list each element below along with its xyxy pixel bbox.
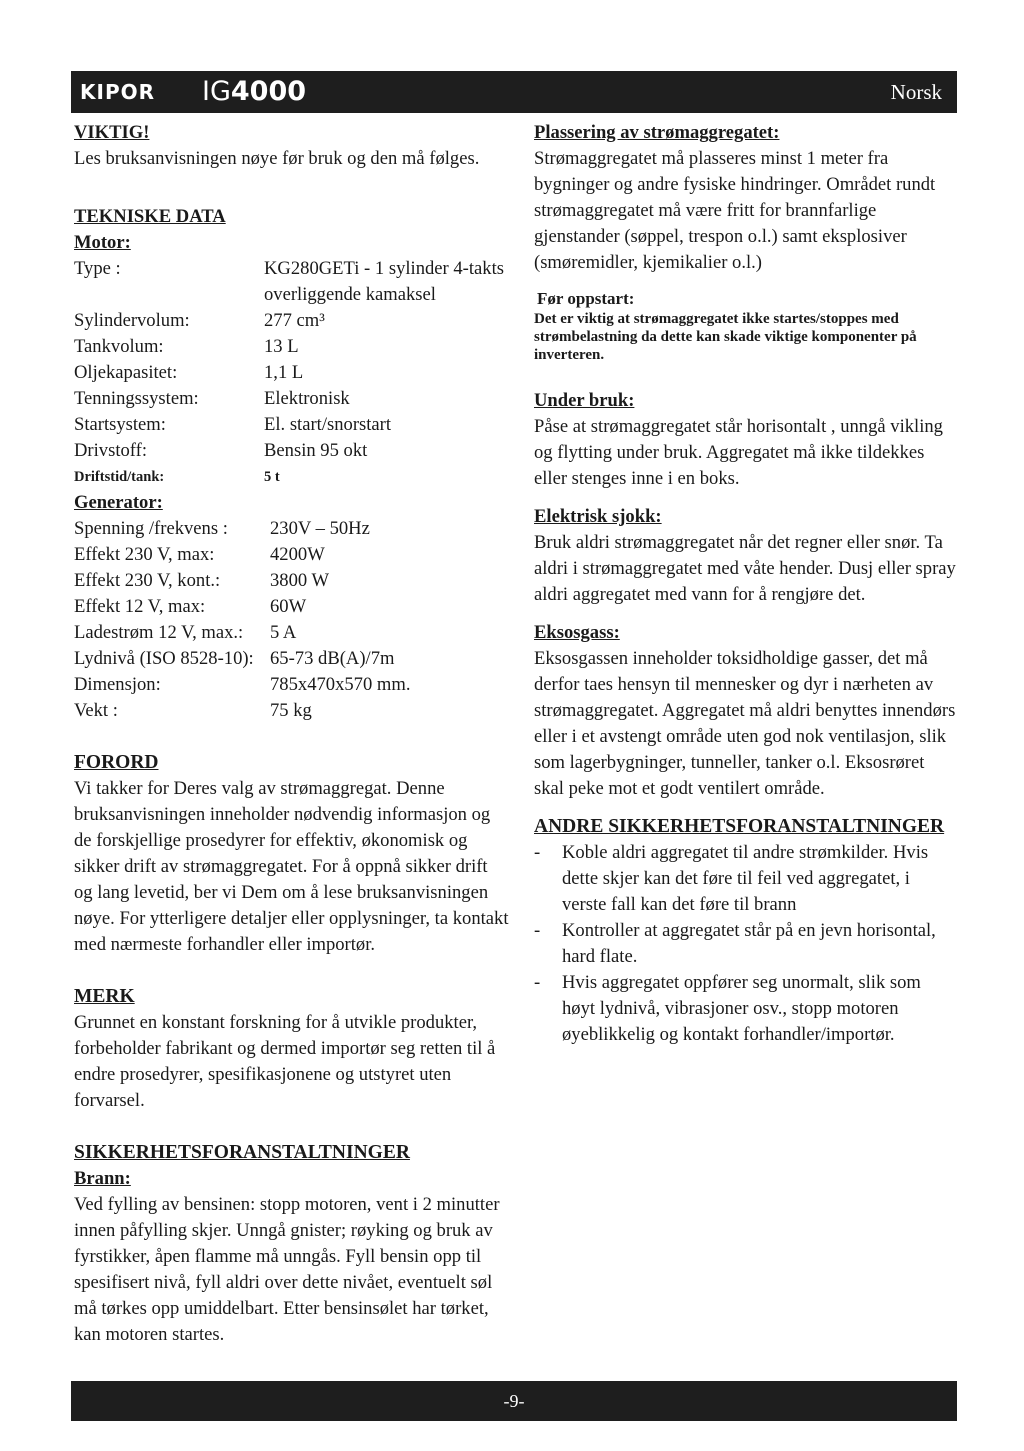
spec-value: Bensin 95 okt: [264, 440, 368, 461]
spec-row: [74, 308, 510, 334]
spec-label: Effekt 230 V, max:: [74, 544, 215, 565]
spec-row: [74, 542, 510, 568]
spec-row: [74, 698, 510, 724]
in-use-heading: Under bruk:: [534, 390, 635, 411]
runtime-label: Driftstid/tank:: [74, 469, 165, 485]
motor-spec-list: [74, 256, 510, 490]
other-safety-list: [534, 840, 958, 1048]
spec-row: [74, 438, 510, 464]
spec-value: 65-73 dB(A)/7m: [270, 648, 395, 669]
note-heading: MERK: [74, 986, 135, 1007]
spec-row: [74, 282, 510, 308]
spec-label: Type :: [74, 258, 121, 279]
generator-heading: Generator:: [74, 492, 163, 513]
spec-value: 3800 W: [270, 570, 330, 591]
electric-shock-heading: Elektrisk sjokk:: [534, 506, 662, 527]
foreword-heading: FORORD: [74, 752, 159, 773]
spec-label: Dimensjon:: [74, 674, 161, 695]
model-number: 4000: [230, 76, 307, 107]
other-safety-heading: ANDRE SIKKERHETSFORANSTALTNINGER: [534, 816, 945, 837]
exhaust-text: Eksosgassen inneholder toksidholdige gasser, det må derfor taes hensyn til mennesker og dyr i nærheten av strømaggregatet. Aggregatet må aldri benyttes innendørs eller i et avstengt område uten god nok ventilasjon, slik som lagerbygninger, tunneller, tanker o.l. Eksosrøret skal peke mot et godt ventilert område.: [534, 648, 956, 799]
spec-row: [74, 256, 510, 282]
spec-row: [74, 646, 510, 672]
list-item-text: Hvis aggregatet oppfører seg unormalt, slik som høyt lydnivå, vibrasjoner osv., stopp motoren øyeblikkelig og kontakt forhandler/importør.: [562, 972, 921, 1045]
spec-label: Tenningssystem:: [74, 388, 199, 409]
placement-heading: Plassering av strømaggregatet:: [534, 122, 780, 143]
spec-label: [74, 282, 264, 308]
safety-heading: SIKKERHETSFORANSTALTNINGER: [74, 1142, 410, 1163]
spec-row: [74, 386, 510, 412]
spec-value: El. start/snorstart: [264, 414, 392, 435]
spec-value: overliggende kamaksel: [264, 284, 436, 305]
page-number: -9-: [503, 1391, 525, 1411]
note-text: Grunnet en konstant forskning for å utvikle produkter, forbeholder fabrikant og dermed importør seg retten til å endre prosedyrer, spesifikasjonene og utstyret uten forvarsel.: [74, 1012, 496, 1111]
spec-row: [74, 360, 510, 386]
spec-row: [74, 334, 510, 360]
generator-spec-list: [74, 516, 510, 724]
list-item: [534, 970, 958, 1048]
spec-value: 230V – 50Hz: [270, 518, 370, 539]
before-start-text: Det er viktig at strømaggregatet ikke startes/stoppes med strømbelastning da dette kan skade viktige komponenter på inverteren.: [534, 311, 917, 363]
spec-value: 1,1 L: [264, 362, 304, 383]
spec-value: 60W: [270, 596, 307, 617]
spec-row: [74, 412, 510, 438]
important-heading: VIKTIG!: [74, 122, 150, 143]
spec-label: Sylindervolum:: [74, 310, 190, 331]
spec-value: 5 A: [270, 622, 297, 643]
model-prefix: IG: [202, 76, 231, 107]
spec-row: [74, 568, 510, 594]
spec-value: 785x470x570 mm.: [270, 674, 411, 695]
exhaust-heading: Eksosgass:: [534, 622, 620, 643]
spec-label: Vekt :: [74, 700, 118, 721]
right-column: [534, 120, 958, 1048]
list-item: [534, 918, 958, 970]
spec-value: 13 L: [264, 336, 299, 357]
language-label: Norsk: [890, 80, 942, 104]
spec-value: 75 kg: [270, 700, 312, 721]
spec-value: 4200W: [270, 544, 325, 565]
spec-value: Elektronisk: [264, 388, 350, 409]
electric-shock-text: Bruk aldri strømaggregatet når det regner eller snør. Ta aldri i strømaggregatet med våte hender. Dusj eller spray aldri aggregatet med vann for å rengjøre det.: [534, 532, 956, 605]
spec-label: Spenning /frekvens :: [74, 518, 228, 539]
in-use-text: Påse at strømaggregatet står horisontalt , unngå vikling og flytting under bruk. Aggregatet må ikke tildekkes eller stenges inne i en boks.: [534, 416, 943, 489]
list-item: [534, 840, 958, 918]
spec-label: Effekt 12 V, max:: [74, 596, 206, 617]
spec-label: Ladestrøm 12 V, max.:: [74, 622, 244, 643]
foreword-text: Vi takker for Deres valg av strømaggregat. Denne bruksanvisningen inneholder nødvendig informasjon og de forskjellige prosedyrer for effektiv, økonomisk og sikker drift av strømaggregatet. For å oppnå sikker drift og lang levetid, ber vi Dem om å lese bruksanvisningen nøye. For ytterligere detaljer eller opplysninger, ta kontakt med nærmeste forhandler eller importør.: [74, 778, 509, 955]
spec-row: [74, 516, 510, 542]
dash-bullet-icon: -: [534, 842, 541, 863]
dash-bullet-icon: -: [534, 972, 541, 993]
tech-data-heading: TEKNISKE DATA: [74, 206, 226, 227]
placement-text: Strømaggregatet må plasseres minst 1 meter fra bygninger og andre fysiske hindringer. Området rundt strømaggregatet må være fritt for brannfarlige gjenstander (søppel, trespon o.l.) samt eksplosiver (smøremidler, kjemikalier o.l.): [534, 148, 936, 273]
spec-value: KG280GETi - 1 sylinder 4-takts: [264, 258, 504, 279]
spec-row: [74, 672, 510, 698]
dash-bullet-icon: -: [534, 920, 541, 941]
spec-label: Drivstoff:: [74, 440, 147, 461]
spec-row: [74, 594, 510, 620]
list-item-text: Kontroller at aggregatet står på en jevn horisontal, hard flate.: [562, 920, 936, 967]
spec-label: Startsystem:: [74, 414, 166, 435]
runtime-value: 5 t: [264, 469, 280, 485]
spec-label: Effekt 230 V, kont.:: [74, 570, 221, 591]
spec-row: [74, 620, 510, 646]
fire-text: Ved fylling av bensinen: stopp motoren, vent i 2 minutter innen påfylling skjer. Unngå gnister; røyking og bruk av fyrstikker, åpen flamme må unngås. Fyll bensin opp til spesifisert nivå, fyll aldri over dette nivået, eventuelt søl må tørkes opp umiddelbart. Etter bensinsølet har tørket, kan motoren startes.: [74, 1194, 500, 1345]
before-start-heading: Før oppstart:: [537, 289, 635, 308]
fire-heading: Brann:: [74, 1168, 131, 1189]
spec-label: Lydnivå (ISO 8528-10):: [74, 648, 254, 669]
spec-label: Tankvolum:: [74, 336, 164, 357]
model-name: [202, 76, 306, 108]
spec-label: Oljekapasitet:: [74, 362, 178, 383]
footer-bar: [71, 1381, 957, 1421]
brand-logo: KIPOR: [80, 80, 155, 104]
left-column: [74, 120, 510, 1348]
important-text: Les bruksanvisningen nøye før bruk og den må følges.: [74, 148, 480, 169]
motor-heading: Motor:: [74, 232, 131, 253]
list-item-text: Koble aldri aggregatet til andre strømkilder. Hvis dette skjer kan det føre til feil ved aggregatet, i verste fall kan det føre til brann: [562, 842, 929, 915]
spec-value: 277 cm³: [264, 310, 325, 331]
spec-row: [74, 464, 510, 490]
header-bar: [71, 71, 957, 113]
